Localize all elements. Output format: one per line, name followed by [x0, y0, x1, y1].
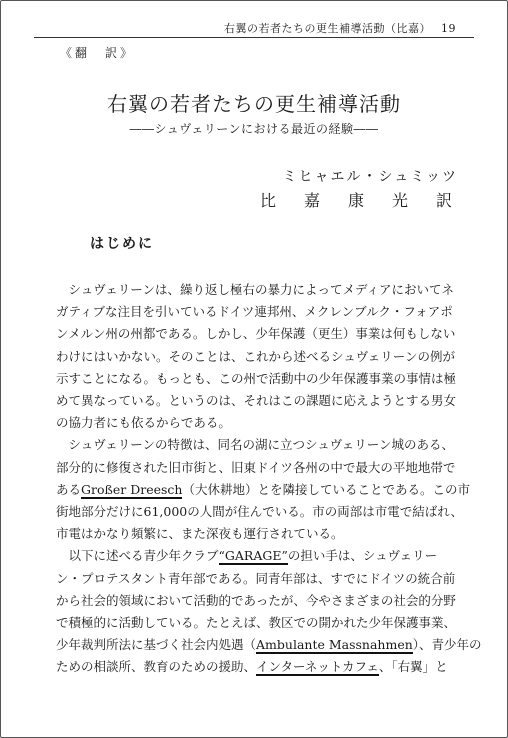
text-segment: 、「右翼」と — [378, 659, 448, 675]
body-line — [56, 634, 482, 656]
underlined-term: Ambulante Massnahmen — [256, 637, 413, 653]
body-line: ガティブな注目を引いているドイツ連邦州、メクレンブルク・フォアポ — [56, 304, 453, 320]
text-segment: （大休耕地）とを隣接していることである。この市 — [182, 481, 470, 497]
body-line — [56, 479, 470, 501]
page-number: 19 — [441, 22, 456, 35]
body-line: シュヴェリーンの特徴は、同名の湖に立つシュヴェリーン城のある、 — [56, 437, 455, 453]
body-line: シュヴェリーンは、繰り返し極右の暴力によってメディアにおいてネ — [56, 282, 455, 297]
body-line: の協力者にも依るからである。 — [56, 415, 231, 431]
article-subtitle: ――シュヴェリーンにおける最近の経験―― — [129, 122, 379, 136]
body-line — [56, 656, 460, 678]
text-segment: の担い手は、シュヴェリー — [287, 548, 438, 564]
body-line: で積極的に活動している。たとえば、教区での開かれた少年保護事業、 — [56, 615, 457, 631]
text-segment: ）、青少年の — [412, 637, 482, 653]
underlined-place-name: Großer Dreesch — [81, 481, 183, 497]
body-text — [56, 279, 482, 679]
text-segment: ある — [56, 481, 82, 497]
running-head-title: 右翼の若者たちの更生補導活動（比嘉） — [224, 22, 431, 35]
body-line: めて異なっている。というのは、それはこの課題に応えようとする男女 — [56, 393, 457, 409]
section-tag: 《翻 訳》 — [60, 46, 136, 60]
body-line: ンメルン州の州都である。しかし、少年保護（更生）事業は何もしない — [56, 326, 456, 342]
article-title: 右翼の若者たちの更生補導活動 — [107, 92, 401, 116]
header-rule — [34, 37, 474, 38]
body-line: わけにはいかない。そのことは、これから述べるシュヴェリーンの例が — [56, 348, 456, 364]
text-segment: ための相談所、教育のための援助、 — [56, 659, 257, 675]
author-name: ミヒャエル・シュミッツ — [282, 169, 458, 185]
body-line: 部分的に修復された旧市街と、旧東ドイツ各州の中で最大の平地地帯で — [56, 459, 456, 475]
body-line: 街地部分だけに61,000の人間が住んでいる。市の両部は市電で結ばれ、 — [56, 504, 463, 520]
body-line: ン・プロテスタント青年部である。同青年部は、すでにドイツの統合前 — [56, 570, 456, 586]
section-heading: はじめに — [90, 236, 154, 252]
underlined-club-name: “GARAGE” — [218, 548, 288, 564]
body-line — [56, 545, 460, 567]
body-line: 市電はかなり頻繁に、また深夜も運行されている。 — [56, 526, 344, 542]
body-line: 示すことになる。もっとも、この州で活動中の少年保護事業の事情は極 — [56, 370, 457, 386]
text-segment: 少年裁判所法に基づく社会内処遇（ — [56, 637, 257, 653]
text-segment: 以下に述べる青少年クラブ — [56, 548, 219, 564]
underlined-term: インターネットカフェ — [256, 659, 379, 675]
running-head — [224, 20, 456, 36]
body-line: から社会的領域において活動的であったが、今やさまざまの社会的分野 — [56, 592, 456, 608]
translator-credit: 比 嘉 康 光 訳 — [259, 191, 458, 210]
